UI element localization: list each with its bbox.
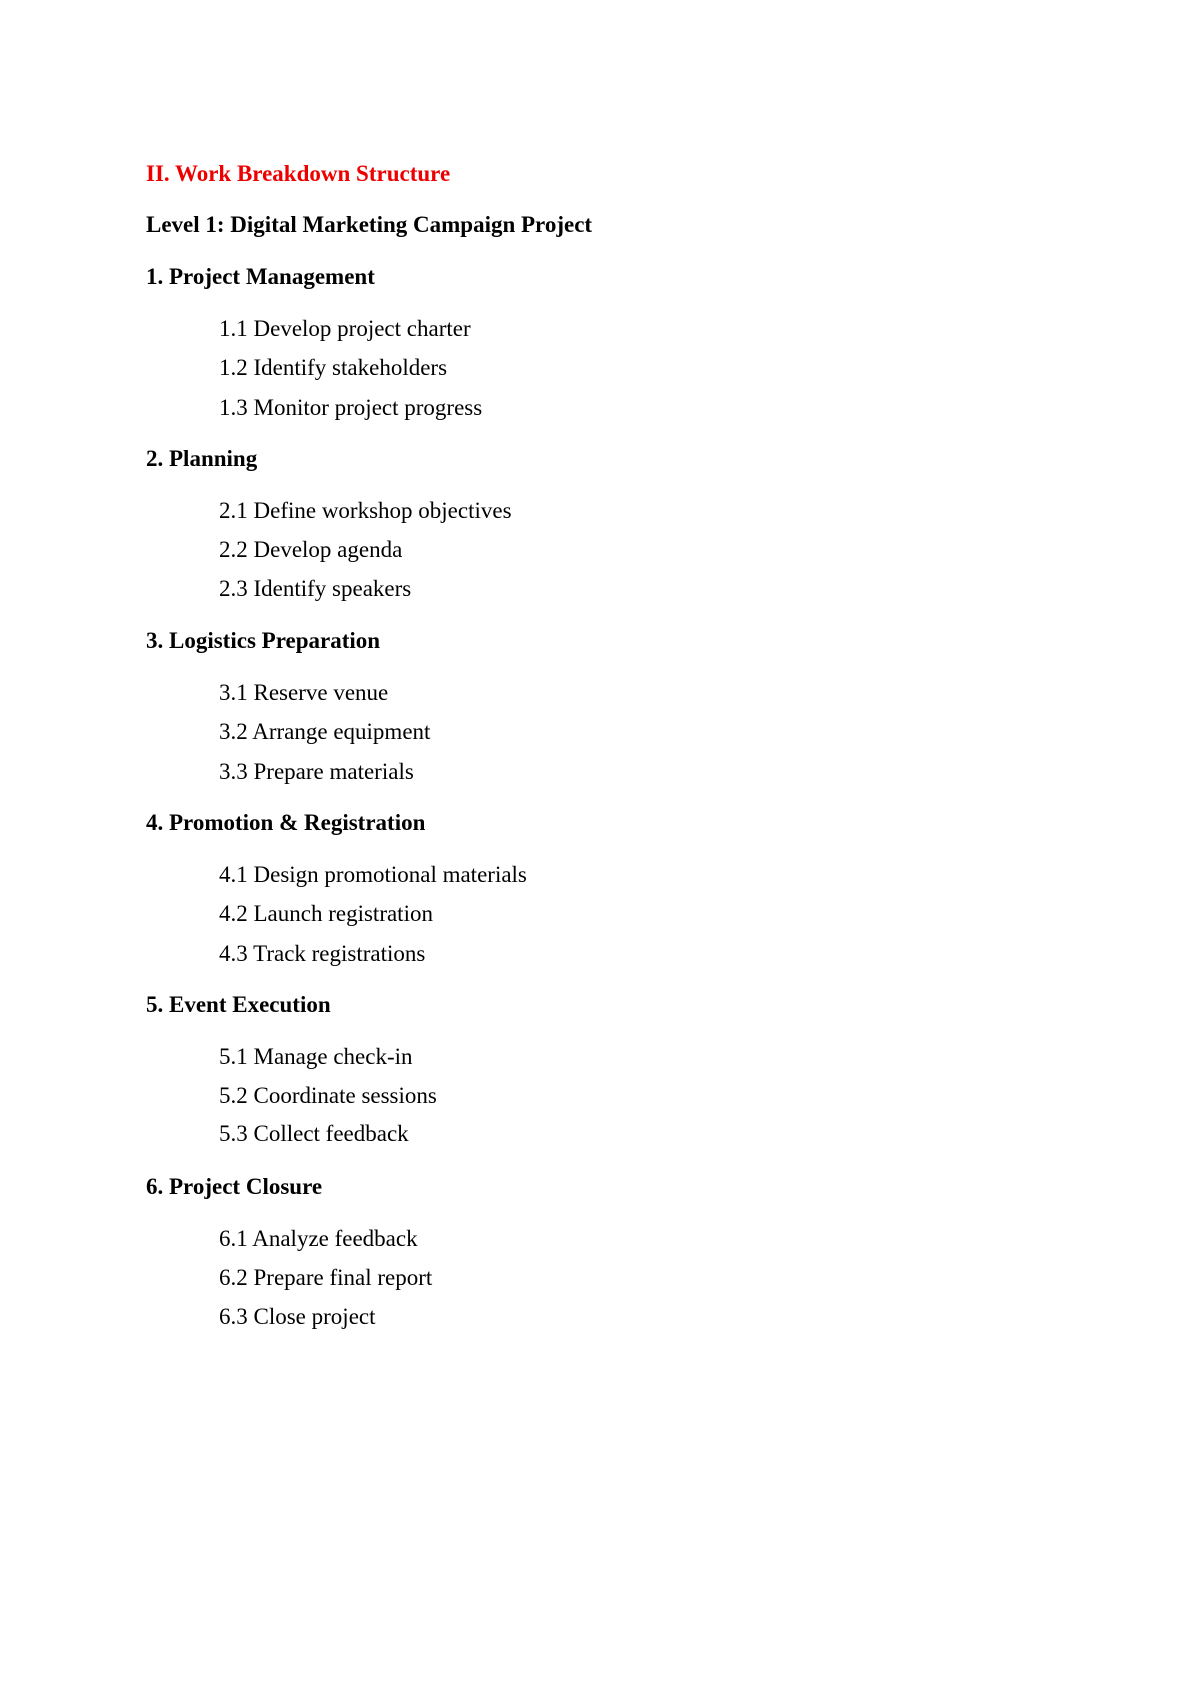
task-item: 1.2 Identify stakeholders <box>219 355 448 380</box>
section-title: 3. Logistics Preparation <box>146 628 381 653</box>
section-title: 1. Project Management <box>146 264 375 289</box>
section-heading: II. Work Breakdown Structure <box>146 161 451 186</box>
task-item: 4.1 Design promotional materials <box>219 862 527 887</box>
task-item: 2.2 Develop agenda <box>219 537 403 562</box>
task-item: 2.3 Identify speakers <box>219 576 412 601</box>
task-item: 5.3 Collect feedback <box>219 1121 409 1146</box>
task-item: 5.2 Coordinate sessions <box>219 1083 437 1108</box>
section-title: 4. Promotion & Registration <box>146 810 426 835</box>
task-item: 6.1 Analyze feedback <box>219 1226 418 1251</box>
task-item: 3.2 Arrange equipment <box>219 719 431 744</box>
task-item: 5.1 Manage check-in <box>219 1044 413 1069</box>
task-item: 3.3 Prepare materials <box>219 759 414 784</box>
task-item: 6.3 Close project <box>219 1304 376 1329</box>
task-item: 2.1 Define workshop objectives <box>219 498 512 523</box>
section-title: 6. Project Closure <box>146 1174 323 1199</box>
section-title: 5. Event Execution <box>146 992 331 1017</box>
task-item: 4.3 Track registrations <box>219 941 426 966</box>
task-item: 3.1 Reserve venue <box>219 680 389 705</box>
level-title: Level 1: Digital Marketing Campaign Project <box>146 212 593 237</box>
task-item: 1.3 Monitor project progress <box>219 395 483 420</box>
task-item: 6.2 Prepare final report <box>219 1265 433 1290</box>
task-item: 1.1 Develop project charter <box>219 316 471 341</box>
section-title: 2. Planning <box>146 446 258 471</box>
task-item: 4.2 Launch registration <box>219 901 433 926</box>
